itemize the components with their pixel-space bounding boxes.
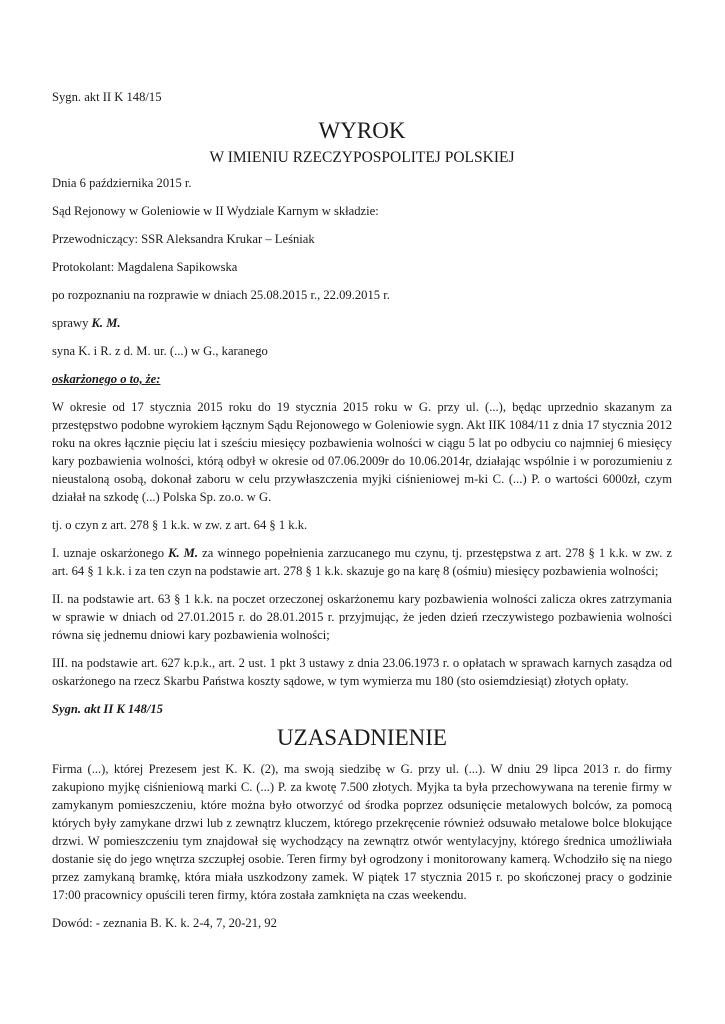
point1-name: K. M. [168, 546, 199, 560]
accused-parents: syna K. i R. z d. M. ur. (...) w G., karanego [52, 344, 268, 358]
verdict-point-2: II. na podstawie art. 63 § 1 k.k. na poczet orzeczonej oskarżonemu kary pozbawienia wolności zalicza okres zatrzymania w sprawie w dniach od 27.01.2015 r. do 28.01.2015 r. przyjmując, że jeden dzień rzeczywistego pozbawienia wolności równa się jednemu dniowi kary pozbawienia wolności; [52, 592, 672, 642]
hearing-dates: po rozpoznaniu na rozprawie w dniach 25.08.2015 r., 22.09.2015 r. [52, 288, 390, 302]
accused-name: K. M. [91, 316, 121, 330]
point1-prefix: I. uznaje oskarżonego [52, 546, 169, 560]
presiding-judge: Przewodniczący: SSR Aleksandra Krukar – Leśniak [52, 232, 315, 246]
verdict-subtitle: W IMIENIU RZECZYPOSPOLITEJ POLSKIEJ [209, 149, 515, 166]
point1-rest: za winnego popełnienia zarzucanego mu czynu, tj. przestępstwa z art. 278 § 1 k.k. w zw. z art. 64 § 1 k.k. i za ten czyn na podstawie art. 278 § 1 k.k. skazuje go na karę 8 (ośmiu) miesięcy pozbawienia wolności; [52, 546, 673, 578]
court-composition: Sąd Rejonowy w Goleniowie w II Wydziale Karnym w składzie: [52, 204, 379, 218]
verdict-date: Dnia 6 października 2015 r. [52, 176, 192, 190]
verdict-point-3: III. na podstawie art. 627 k.p.k., art. 2 ust. 1 pkt 3 ustawy z dnia 23.06.1973 r. o opłatach w sprawach karnych zasądza od oskarżonego na rzecz Skarbu Państwa koszty sądowe, w tym wymierza mu 180 (sto osiemdziesiąt) złotych opłaty. [52, 656, 672, 688]
verdict-point-1 [52, 544, 672, 580]
case-signature: Sygn. akt II K 148/15 [52, 90, 162, 104]
legal-basis: tj. o czyn z art. 278 § 1 k.k. w zw. z art. 64 § 1 k.k. [52, 518, 308, 532]
verdict-title: WYROK [318, 118, 406, 143]
justification-title: UZASADNIENIE [277, 725, 447, 750]
case-prefix: sprawy [52, 316, 92, 330]
document-page [52, 88, 672, 942]
justification-paragraph: Firma (...), której Prezesem jest K. K. (2), ma swoją siedzibę w G. przy ul. (...). W dniu 29 lipca 2013 r. do firmy zakupiono myjkę ciśnieniową marki C. (...) P. za kwotę 7.500 złotych. Myjka ta była przechowywana na terenie firmy w zamykanym pomieszczeniu, które można było otworzyć od środka poprzez odsunięcie metalowych bolców, za pomocą których były zamykane drzwi lub z zewnątrz kluczem, którego przekręcenie również odsuwało metalowe bolce blokujące drzwi. W pomieszczeniu tym znajdował się wychodzący na zewnątrz otwór wentylacyjny, którego średnica umożliwiała dostanie się do jego wnętrza szczupłej osobie. Teren firmy był ogrodzony i monitorowany kamerą. Wchodziło się na niego przez zamykaną bramkę, która miała uszkodzony zamek. W piątek 17 stycznia 2015 r. po skończonej pracy o godzinie 17:00 pracownicy opuścili teren firmy, która została zamknięta na czas weekendu. [52, 762, 672, 902]
charge-paragraph: W okresie od 17 stycznia 2015 roku do 19 stycznia 2015 roku w G. przy ul. (...), będąc uprzednio skazanym za przestępstwo podobne wyrokiem łącznym Sądu Rejonowego w Goleniowie sygn. Akt IIK 1084/11 z dnia 17 stycznia 2012 roku na okres łącznie pięciu lat i sześciu miesięcy pozbawienia wolności w ciągu 5 lat po odbyciu co najmniej 6 miesięcy kary pozbawienia wolności, którą odbył w okresie od 07.06.2009r do 10.06.2014r, działając wspólnie i w porozumieniu z nieustaloną osobą, dokonał zaboru w celu przywłaszczenia myjki ciśnieniowej m-ki C. (...) P. o wartości 6000zł, czym działał na szkodę (...) Polska Sp. zo.o. w G. [52, 400, 672, 504]
evidence-line: Dowód: - zeznania B. K. k. 2-4, 7, 20-21, 92 [52, 916, 277, 930]
case-line [52, 314, 672, 332]
justification-signature: Sygn. akt II K 148/15 [52, 702, 163, 716]
accused-heading: oskarżonego o to, że: [52, 372, 161, 386]
court-clerk: Protokolant: Magdalena Sapikowska [52, 260, 238, 274]
